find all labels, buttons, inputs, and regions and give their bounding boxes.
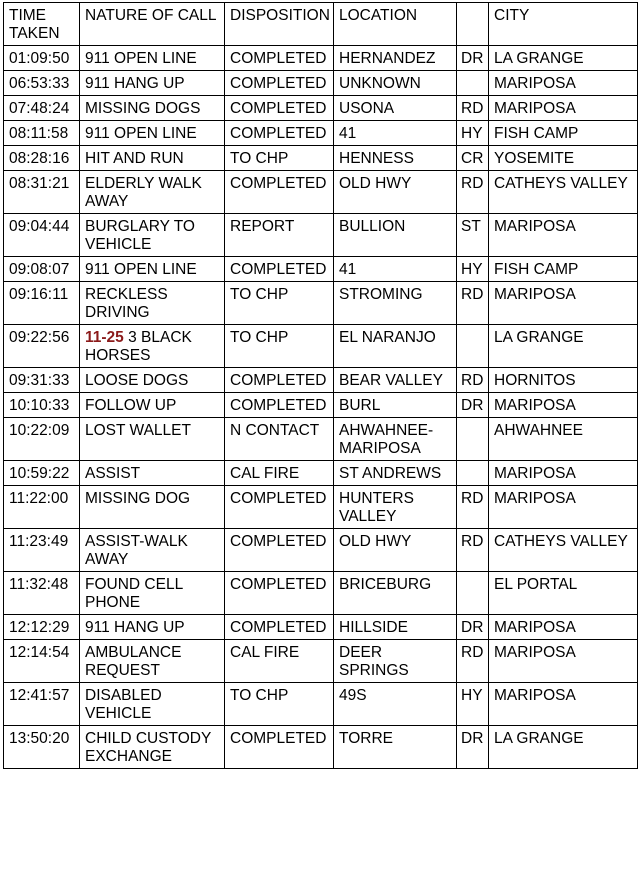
- cell-city: CATHEYS VALLEY: [489, 171, 638, 214]
- cell-location: 41: [334, 257, 457, 282]
- cell-nature-of-call: [80, 214, 225, 257]
- cell-location: DEER SPRINGS: [334, 640, 457, 683]
- cell-time-taken: 12:41:57: [4, 683, 80, 726]
- cell-city: HORNITOS: [489, 368, 638, 393]
- cell-time-taken: 06:53:33: [4, 71, 80, 96]
- cell-city: MARIPOSA: [489, 683, 638, 726]
- cell-city: CATHEYS VALLEY: [489, 529, 638, 572]
- cell-city: MARIPOSA: [489, 486, 638, 529]
- cell-time-taken: 09:16:11: [4, 282, 80, 325]
- nature-text: MISSING DOGS: [85, 100, 201, 117]
- nature-text: HIT AND RUN: [85, 150, 184, 167]
- cell-city: YOSEMITE: [489, 146, 638, 171]
- cell-location: HILLSIDE: [334, 615, 457, 640]
- cell-disposition: COMPLETED: [225, 96, 334, 121]
- table-row: [4, 325, 638, 368]
- table-row: [4, 171, 638, 214]
- table-row: [4, 257, 638, 282]
- cell-location: OLD HWY: [334, 529, 457, 572]
- cell-time-taken: 13:50:20: [4, 726, 80, 769]
- cell-time-taken: 11:32:48: [4, 572, 80, 615]
- table-row: [4, 121, 638, 146]
- table-row: [4, 683, 638, 726]
- cell-street-type: [457, 325, 489, 368]
- cell-disposition: COMPLETED: [225, 171, 334, 214]
- cell-disposition: COMPLETED: [225, 726, 334, 769]
- cell-nature-of-call: [80, 96, 225, 121]
- cell-time-taken: 10:10:33: [4, 393, 80, 418]
- cell-disposition: N CONTACT: [225, 418, 334, 461]
- cell-street-type: [457, 418, 489, 461]
- cell-location: AHWAHNEE-MARIPOSA: [334, 418, 457, 461]
- cell-location: STROMING: [334, 282, 457, 325]
- cell-city: AHWAHNEE: [489, 418, 638, 461]
- table-row: [4, 461, 638, 486]
- table-row: [4, 418, 638, 461]
- cell-city: LA GRANGE: [489, 726, 638, 769]
- table-body: [4, 46, 638, 769]
- cell-street-type: CR: [457, 146, 489, 171]
- cell-street-type: RD: [457, 368, 489, 393]
- header-location: LOCATION: [334, 3, 457, 46]
- nature-text: LOST WALLET: [85, 422, 191, 439]
- table-row: [4, 615, 638, 640]
- cell-nature-of-call: [80, 171, 225, 214]
- cell-street-type: RD: [457, 529, 489, 572]
- cell-city: MARIPOSA: [489, 393, 638, 418]
- cell-nature-of-call: [80, 418, 225, 461]
- table-row: [4, 282, 638, 325]
- cell-location: HENNESS: [334, 146, 457, 171]
- cell-street-type: DR: [457, 615, 489, 640]
- cell-nature-of-call: [80, 529, 225, 572]
- cell-nature-of-call: [80, 325, 225, 368]
- cell-disposition: COMPLETED: [225, 486, 334, 529]
- table-row: [4, 71, 638, 96]
- cell-city: MARIPOSA: [489, 282, 638, 325]
- nature-text: ASSIST-WALK AWAY: [85, 533, 188, 568]
- table-row: [4, 726, 638, 769]
- cell-time-taken: 01:09:50: [4, 46, 80, 71]
- nature-text: BURGLARY TO VEHICLE: [85, 218, 195, 253]
- cell-time-taken: 09:04:44: [4, 214, 80, 257]
- cell-time-taken: 11:22:00: [4, 486, 80, 529]
- cell-city: MARIPOSA: [489, 71, 638, 96]
- nature-text: 911 OPEN LINE: [85, 125, 197, 142]
- nature-text: ELDERLY WALK AWAY: [85, 175, 202, 210]
- cell-nature-of-call: [80, 146, 225, 171]
- cell-time-taken: 08:31:21: [4, 171, 80, 214]
- cell-street-type: DR: [457, 46, 489, 71]
- cell-location: BRICEBURG: [334, 572, 457, 615]
- cell-nature-of-call: [80, 572, 225, 615]
- nature-text: FOLLOW UP: [85, 397, 177, 414]
- cell-street-type: RD: [457, 486, 489, 529]
- cell-disposition: TO CHP: [225, 282, 334, 325]
- cell-nature-of-call: [80, 257, 225, 282]
- cell-street-type: RD: [457, 96, 489, 121]
- cell-city: FISH CAMP: [489, 121, 638, 146]
- cell-location: EL NARANJO: [334, 325, 457, 368]
- cell-nature-of-call: [80, 282, 225, 325]
- table-header: [4, 3, 638, 46]
- cell-disposition: CAL FIRE: [225, 640, 334, 683]
- cell-disposition: COMPLETED: [225, 257, 334, 282]
- header-nature-of-call: NATURE OF CALL: [80, 3, 225, 46]
- cell-street-type: RD: [457, 640, 489, 683]
- cell-city: FISH CAMP: [489, 257, 638, 282]
- cell-location: HERNANDEZ: [334, 46, 457, 71]
- cell-street-type: RD: [457, 171, 489, 214]
- cell-time-taken: 08:28:16: [4, 146, 80, 171]
- table-row: [4, 529, 638, 572]
- cell-city: LA GRANGE: [489, 325, 638, 368]
- nature-text: ASSIST: [85, 465, 141, 482]
- nature-text: FOUND CELL PHONE: [85, 576, 183, 611]
- cell-nature-of-call: [80, 368, 225, 393]
- cell-street-type: RD: [457, 282, 489, 325]
- header-disposition: DISPOSITION: [225, 3, 334, 46]
- cell-disposition: COMPLETED: [225, 71, 334, 96]
- cell-street-type: [457, 71, 489, 96]
- cell-time-taken: 09:22:56: [4, 325, 80, 368]
- cell-disposition: COMPLETED: [225, 615, 334, 640]
- cell-street-type: DR: [457, 393, 489, 418]
- table-row: [4, 146, 638, 171]
- cell-disposition: CAL FIRE: [225, 461, 334, 486]
- cell-disposition: TO CHP: [225, 683, 334, 726]
- header-time-taken: TIME TAKEN: [4, 3, 80, 46]
- cell-nature-of-call: [80, 486, 225, 529]
- nature-text: 911 OPEN LINE: [85, 261, 197, 278]
- cell-location: TORRE: [334, 726, 457, 769]
- cell-city: MARIPOSA: [489, 640, 638, 683]
- header-city: CITY: [489, 3, 638, 46]
- cell-time-taken: 07:48:24: [4, 96, 80, 121]
- cell-disposition: COMPLETED: [225, 572, 334, 615]
- cell-street-type: ST: [457, 214, 489, 257]
- cell-nature-of-call: [80, 726, 225, 769]
- cell-street-type: HY: [457, 121, 489, 146]
- cell-time-taken: 09:08:07: [4, 257, 80, 282]
- cell-location: BEAR VALLEY: [334, 368, 457, 393]
- call-log-table: [3, 2, 638, 769]
- cell-city: MARIPOSA: [489, 615, 638, 640]
- table-row: [4, 46, 638, 71]
- cell-disposition: COMPLETED: [225, 393, 334, 418]
- nature-text: RECKLESS DRIVING: [85, 286, 168, 321]
- nature-text: DISABLED VEHICLE: [85, 687, 162, 722]
- nature-text: AMBULANCE REQUEST: [85, 644, 182, 679]
- cell-city: EL PORTAL: [489, 572, 638, 615]
- cell-nature-of-call: [80, 46, 225, 71]
- cell-time-taken: 08:11:58: [4, 121, 80, 146]
- cell-city: MARIPOSA: [489, 96, 638, 121]
- cell-street-type: DR: [457, 726, 489, 769]
- nature-text: 3 BLACK HORSES: [85, 329, 192, 364]
- cell-location: UNKNOWN: [334, 71, 457, 96]
- cell-nature-of-call: [80, 71, 225, 96]
- cell-location: BURL: [334, 393, 457, 418]
- cell-nature-of-call: [80, 121, 225, 146]
- table-row: [4, 214, 638, 257]
- cell-disposition: COMPLETED: [225, 529, 334, 572]
- cell-disposition: COMPLETED: [225, 46, 334, 71]
- table-row: [4, 368, 638, 393]
- cell-location: BULLION: [334, 214, 457, 257]
- cell-disposition: COMPLETED: [225, 368, 334, 393]
- cell-disposition: TO CHP: [225, 325, 334, 368]
- cell-city: MARIPOSA: [489, 214, 638, 257]
- call-code: 11-25: [85, 329, 124, 346]
- header-street-type: [457, 3, 489, 46]
- cell-city: LA GRANGE: [489, 46, 638, 71]
- cell-location: 41: [334, 121, 457, 146]
- cell-location: HUNTERS VALLEY: [334, 486, 457, 529]
- table-row: [4, 486, 638, 529]
- cell-disposition: TO CHP: [225, 146, 334, 171]
- cell-nature-of-call: [80, 461, 225, 486]
- cell-nature-of-call: [80, 615, 225, 640]
- cell-time-taken: 10:22:09: [4, 418, 80, 461]
- table-row: [4, 96, 638, 121]
- table-row: [4, 393, 638, 418]
- nature-text: MISSING DOG: [85, 490, 191, 507]
- cell-location: 49S: [334, 683, 457, 726]
- table-row: [4, 640, 638, 683]
- cell-location: USONA: [334, 96, 457, 121]
- nature-text: 911 HANG UP: [85, 619, 185, 636]
- cell-disposition: REPORT: [225, 214, 334, 257]
- nature-text: CHILD CUSTODY EXCHANGE: [85, 730, 212, 765]
- cell-nature-of-call: [80, 393, 225, 418]
- cell-street-type: HY: [457, 257, 489, 282]
- cell-location: ST ANDREWS: [334, 461, 457, 486]
- cell-nature-of-call: [80, 640, 225, 683]
- nature-text: 911 HANG UP: [85, 75, 185, 92]
- cell-time-taken: 12:12:29: [4, 615, 80, 640]
- table-row: [4, 572, 638, 615]
- cell-location: OLD HWY: [334, 171, 457, 214]
- cell-time-taken: 09:31:33: [4, 368, 80, 393]
- nature-text: LOOSE DOGS: [85, 372, 189, 389]
- header-row: [4, 3, 638, 46]
- cell-street-type: [457, 572, 489, 615]
- cell-time-taken: 11:23:49: [4, 529, 80, 572]
- cell-nature-of-call: [80, 683, 225, 726]
- cell-time-taken: 10:59:22: [4, 461, 80, 486]
- cell-disposition: COMPLETED: [225, 121, 334, 146]
- cell-street-type: HY: [457, 683, 489, 726]
- nature-text: 911 OPEN LINE: [85, 50, 197, 67]
- cell-street-type: [457, 461, 489, 486]
- cell-time-taken: 12:14:54: [4, 640, 80, 683]
- cell-city: MARIPOSA: [489, 461, 638, 486]
